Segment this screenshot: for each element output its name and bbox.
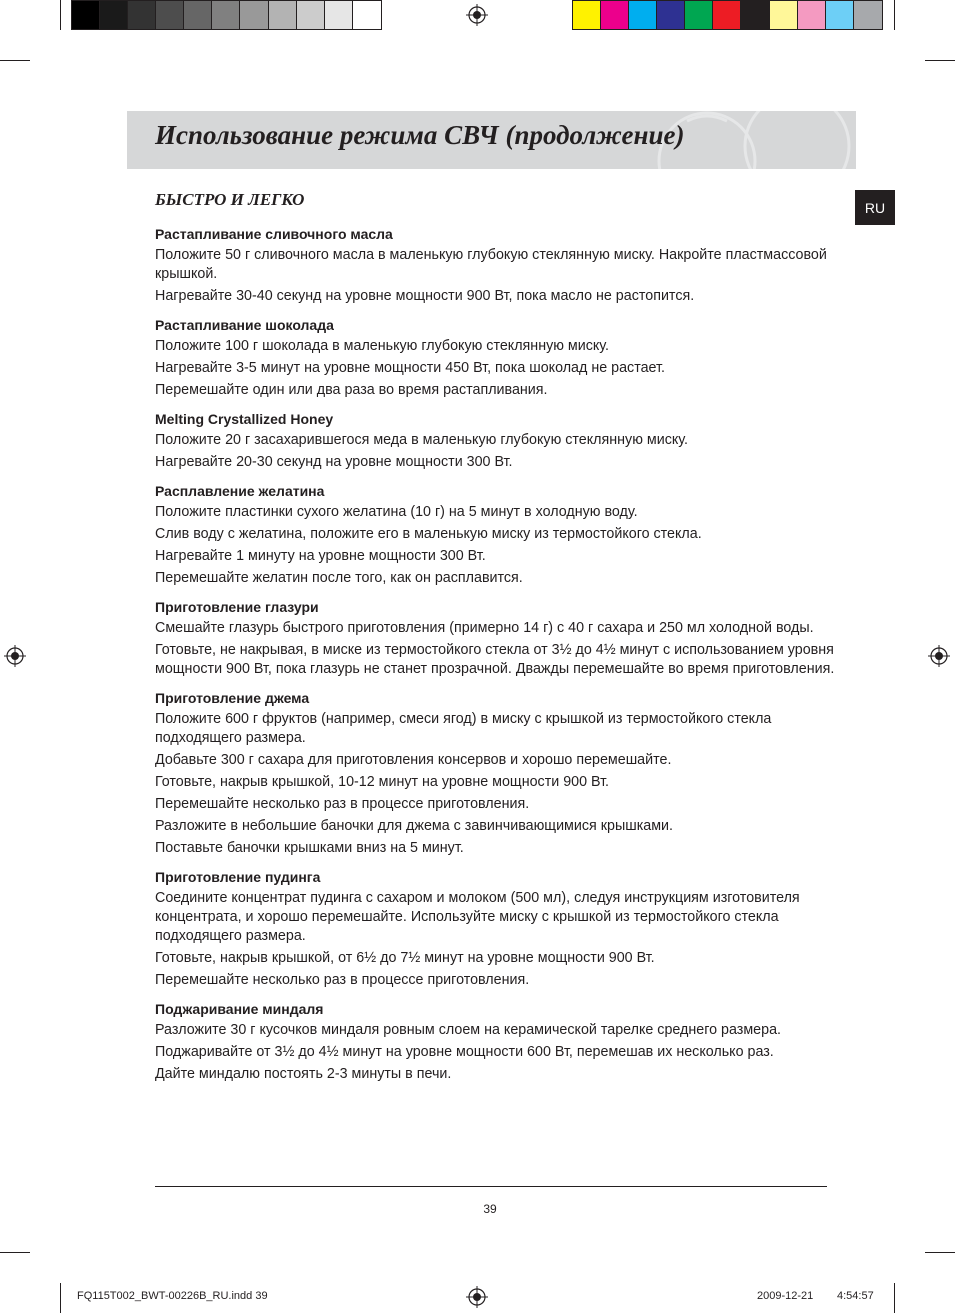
recipe-instruction: Смешайте глазурь быстрого приготовления (примерно 14 г) с 40 г сахара и 250 мл холодной воды. bbox=[155, 620, 814, 636]
color-swatch bbox=[156, 1, 184, 29]
recipe-title: Растапливание сливочного масла bbox=[155, 226, 393, 242]
recipe-instruction: Нагревайте 1 минуту на уровне мощности 300 Вт. bbox=[155, 548, 486, 564]
color-swatch bbox=[184, 1, 212, 29]
recipe-block bbox=[155, 598, 835, 679]
crop-mark bbox=[894, 1283, 895, 1313]
footer-rule bbox=[155, 1186, 827, 1187]
recipe-instruction: Нагревайте 3-5 минут на уровне мощности 450 Вт, пока шоколад не растает. bbox=[155, 360, 665, 376]
recipe-instruction: Перемешайте один или два раза во время растапливания. bbox=[155, 382, 548, 398]
slug-date: 2009-12-21 bbox=[757, 1290, 814, 1302]
recipe-instruction: Соедините концентрат пудинга с сахаром и молоком (500 мл), следуя инструкциям изготовителя концентрата, и хорошо перемешайте. Используйте миску с крышкой из термостойкого стекла подходящего размера. bbox=[155, 890, 800, 944]
page-number: 39 bbox=[483, 1202, 497, 1216]
recipe-instruction: Перемешайте желатин после того, как он расплавится. bbox=[155, 570, 523, 586]
recipe-instruction: Нагревайте 30-40 секунд на уровне мощности 900 Вт, пока масло не растопится. bbox=[155, 288, 695, 304]
section-heading: БЫСТРО И ЛЕГКО bbox=[155, 190, 305, 209]
color-swatch bbox=[269, 1, 297, 29]
crop-mark bbox=[925, 60, 955, 61]
page-title: Использование режима СВЧ (продолжение) bbox=[155, 120, 685, 150]
recipe-instruction: Поджаривайте от 3½ до 4½ минут на уровне мощности 600 Вт, перемешав их несколько раз. bbox=[155, 1044, 774, 1060]
recipe-instruction: Разложите в небольшие баночки для джема с завинчивающимися крышками. bbox=[155, 818, 673, 834]
crop-mark bbox=[0, 1252, 30, 1253]
color-swatch bbox=[325, 1, 353, 29]
color-swatch bbox=[72, 1, 100, 29]
recipe-instruction: Поставьте баночки крышками вниз на 5 минут. bbox=[155, 840, 464, 856]
color-swatch bbox=[601, 1, 629, 29]
recipe-block bbox=[155, 225, 835, 306]
color-swatch bbox=[212, 1, 240, 29]
recipe-instruction: Положите 20 г засахарившегося меда в маленькую глубокую стеклянную миску. bbox=[155, 432, 688, 448]
crop-mark bbox=[60, 0, 61, 30]
recipe-instruction: Разложите 30 г кусочков миндаля ровным слоем на керамической тарелке среднего размера. bbox=[155, 1022, 782, 1038]
recipe-instruction: Перемешайте несколько раз в процессе приготовления. bbox=[155, 972, 530, 988]
color-swatch bbox=[741, 1, 769, 29]
recipe-title: Растапливание шоколада bbox=[155, 317, 334, 333]
crop-mark bbox=[60, 1283, 61, 1313]
color-swatch bbox=[854, 1, 882, 29]
recipe-instruction: Положите 600 г фруктов (например, смеси ягод) в миску с крышкой из термостойкого стекла подходящего размера. bbox=[155, 711, 772, 746]
registration-mark-icon bbox=[466, 4, 488, 26]
recipe-title: Приготовление глазури bbox=[155, 599, 319, 615]
crop-mark bbox=[925, 1252, 955, 1253]
recipe-title: Поджаривание миндаля bbox=[155, 1001, 324, 1017]
recipe-instruction: Положите 50 г сливочного масла в маленькую глубокую стеклянную миску. Накройте пластмассовой крышкой. bbox=[155, 247, 827, 282]
slug-time: 4:54:57 bbox=[837, 1290, 874, 1302]
recipe-instruction: Дайте миндалю постоять 2-3 минуты в печи. bbox=[155, 1066, 452, 1082]
recipe-instruction: Слив воду с желатина, положите его в маленькую миску из термостойкого стекла. bbox=[155, 526, 702, 542]
recipe-title: Расплавление желатина bbox=[155, 483, 325, 499]
color-swatch bbox=[826, 1, 854, 29]
recipe-title: Melting Crystallized Honey bbox=[155, 411, 334, 427]
content-area bbox=[155, 189, 835, 1094]
recipe-instruction: Положите 100 г шоколада в маленькую глубокую стеклянную миску. bbox=[155, 338, 609, 354]
recipe-block bbox=[155, 316, 835, 400]
recipe-block bbox=[155, 868, 835, 990]
title-band bbox=[127, 111, 856, 169]
color-swatch bbox=[798, 1, 826, 29]
color-swatch-bar bbox=[572, 0, 883, 30]
color-swatch bbox=[713, 1, 741, 29]
color-swatch bbox=[240, 1, 268, 29]
color-swatch bbox=[573, 1, 601, 29]
color-swatch bbox=[353, 1, 381, 29]
recipe-list bbox=[155, 225, 835, 1084]
language-tab: RU bbox=[855, 190, 895, 225]
recipe-instruction: Готовьте, накрыв крышкой, от 6½ до 7½ минут на уровне мощности 900 Вт. bbox=[155, 950, 655, 966]
color-swatch bbox=[685, 1, 713, 29]
grayscale-swatch-bar bbox=[71, 0, 382, 30]
slug-filename: FQ115T002_BWT-00226B_RU.indd 39 bbox=[77, 1290, 268, 1302]
recipe-instruction: Положите пластинки сухого желатина (10 г) на 5 минут в холодную воду. bbox=[155, 504, 638, 520]
registration-mark-icon bbox=[466, 1286, 488, 1308]
recipe-instruction: Готовьте, не накрывая, в миске из термостойкого стекла от 3½ до 4½ минут с использованием уровня мощности 900 Вт, пока глазурь не станет прозрачной. Дважды перемешайте во время приготовления. bbox=[155, 642, 835, 677]
registration-mark-icon bbox=[928, 645, 950, 667]
recipe-block bbox=[155, 689, 835, 858]
recipe-instruction: Добавьте 300 г сахара для приготовления консервов и хорошо перемешайте. bbox=[155, 752, 672, 768]
recipe-instruction: Перемешайте несколько раз в процессе приготовления. bbox=[155, 796, 530, 812]
recipe-instruction: Нагревайте 20-30 секунд на уровне мощности 300 Вт. bbox=[155, 454, 513, 470]
recipe-title: Приготовление пудинга bbox=[155, 869, 321, 885]
color-swatch bbox=[629, 1, 657, 29]
crop-mark bbox=[894, 0, 895, 30]
color-swatch bbox=[128, 1, 156, 29]
recipe-title: Приготовление джема bbox=[155, 690, 310, 706]
recipe-instruction: Готовьте, накрыв крышкой, 10-12 минут на уровне мощности 900 Вт. bbox=[155, 774, 610, 790]
crop-mark bbox=[0, 60, 30, 61]
color-swatch bbox=[770, 1, 798, 29]
recipe-block bbox=[155, 410, 835, 472]
color-swatch bbox=[297, 1, 325, 29]
color-swatch bbox=[100, 1, 128, 29]
color-swatch bbox=[657, 1, 685, 29]
registration-mark-icon bbox=[4, 645, 26, 667]
recipe-block bbox=[155, 482, 835, 588]
recipe-block bbox=[155, 1000, 835, 1084]
